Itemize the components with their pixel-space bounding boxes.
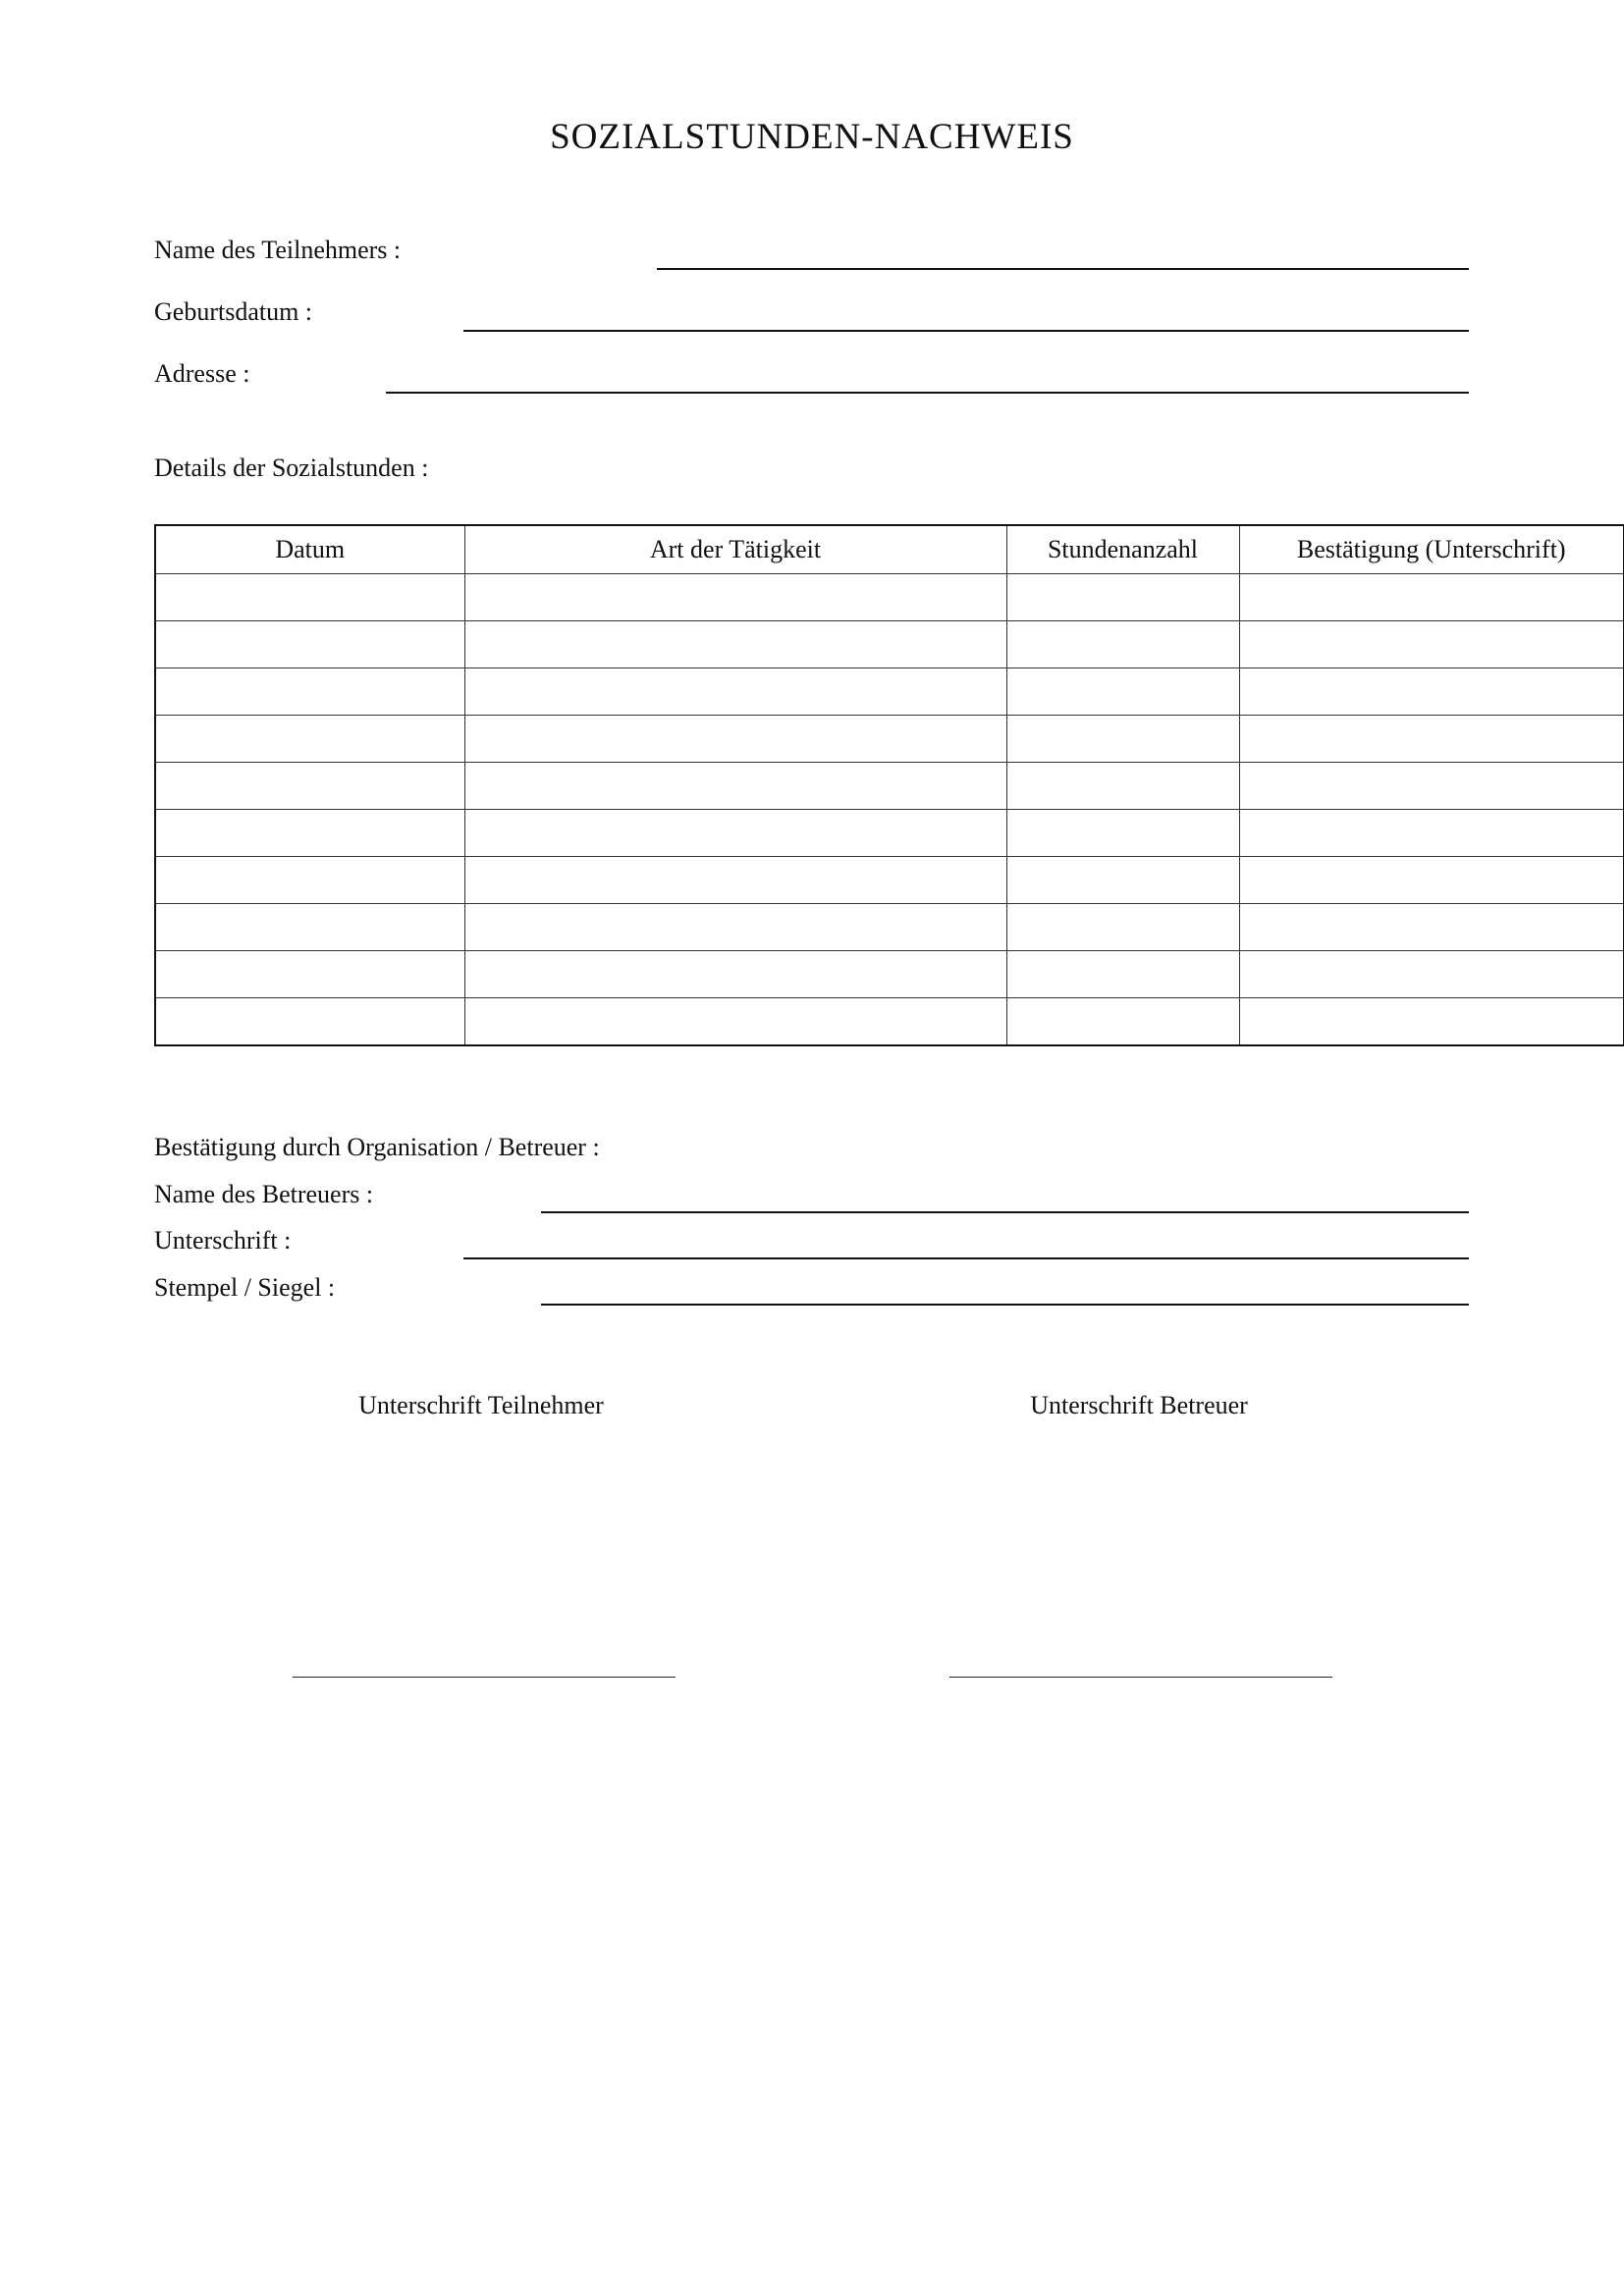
cell-confirmation[interactable] [1239,951,1624,998]
address-label: Adresse : [154,359,250,388]
supervisor-signature-label: Unterschrift Betreuer [1030,1391,1248,1419]
document-title: SOZIALSTUNDEN-NACHWEIS [550,117,1074,157]
column-header-date: Datum [155,525,464,574]
details-heading: Details der Sozialstunden : [154,454,429,482]
participant-name-label: Name des Teilnehmers : [154,236,402,264]
cell-date[interactable] [155,763,464,810]
cell-date[interactable] [155,998,464,1046]
column-header-confirmation: Bestätigung (Unterschrift) [1239,525,1624,574]
table-row [155,621,1624,668]
cell-date[interactable] [155,904,464,951]
table-row [155,668,1624,716]
table-row [155,857,1624,904]
cell-confirmation[interactable] [1239,668,1624,716]
cell-date[interactable] [155,951,464,998]
cell-confirmation[interactable] [1239,810,1624,857]
table-row [155,904,1624,951]
cell-confirmation[interactable] [1239,857,1624,904]
cell-hours[interactable] [1006,621,1239,668]
participant-signature-label: Unterschrift Teilnehmer [358,1391,604,1419]
birthdate-label: Geburtsdatum : [154,297,313,326]
cell-activity[interactable] [464,668,1006,716]
cell-activity[interactable] [464,857,1006,904]
cell-date[interactable] [155,621,464,668]
address-field[interactable] [386,392,1469,394]
table-row [155,763,1624,810]
signature-field[interactable] [463,1257,1469,1259]
column-header-activity: Art der Tätigkeit [464,525,1006,574]
cell-activity[interactable] [464,763,1006,810]
cell-hours[interactable] [1006,716,1239,763]
participant-signature-line[interactable] [293,1677,676,1678]
table-row [155,998,1624,1046]
cell-date[interactable] [155,810,464,857]
cell-confirmation[interactable] [1239,763,1624,810]
confirmation-heading: Bestätigung durch Organisation / Betreuer : [154,1133,600,1161]
cell-date[interactable] [155,668,464,716]
signature-label: Unterschrift : [154,1226,292,1255]
cell-confirmation[interactable] [1239,716,1624,763]
supervisor-signature-line[interactable] [949,1677,1332,1678]
cell-hours[interactable] [1006,668,1239,716]
hours-table-wrapper [154,524,1623,1046]
stamp-field[interactable] [541,1304,1469,1306]
cell-date[interactable] [155,716,464,763]
cell-activity[interactable] [464,574,1006,621]
cell-activity[interactable] [464,810,1006,857]
cell-activity[interactable] [464,951,1006,998]
birthdate-field[interactable] [463,330,1469,332]
cell-date[interactable] [155,857,464,904]
cell-hours[interactable] [1006,904,1239,951]
cell-hours[interactable] [1006,951,1239,998]
participant-name-field[interactable] [657,268,1469,270]
table-row [155,951,1624,998]
cell-confirmation[interactable] [1239,574,1624,621]
hours-table [154,524,1624,1046]
stamp-label: Stempel / Siegel : [154,1273,336,1302]
table-header-row [155,525,1624,574]
table-row [155,716,1624,763]
cell-date[interactable] [155,574,464,621]
cell-activity[interactable] [464,621,1006,668]
cell-activity[interactable] [464,998,1006,1046]
column-header-hours: Stundenanzahl [1006,525,1239,574]
supervisor-name-field[interactable] [541,1211,1469,1213]
cell-hours[interactable] [1006,857,1239,904]
cell-hours[interactable] [1006,574,1239,621]
cell-confirmation[interactable] [1239,904,1624,951]
cell-confirmation[interactable] [1239,998,1624,1046]
table-row [155,574,1624,621]
cell-hours[interactable] [1006,763,1239,810]
cell-hours[interactable] [1006,810,1239,857]
supervisor-name-label: Name des Betreuers : [154,1180,374,1208]
cell-hours[interactable] [1006,998,1239,1046]
table-row [155,810,1624,857]
cell-activity[interactable] [464,904,1006,951]
cell-confirmation[interactable] [1239,621,1624,668]
cell-activity[interactable] [464,716,1006,763]
